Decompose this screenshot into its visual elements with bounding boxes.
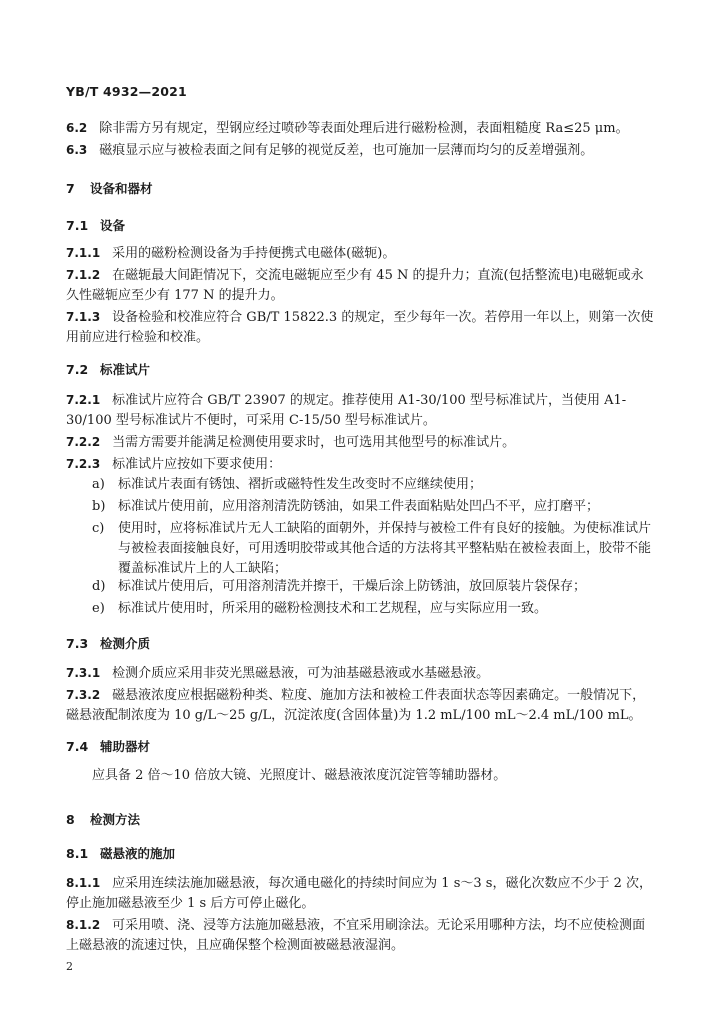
clause-7-1-1 bbox=[66, 243, 656, 264]
list-item-b bbox=[92, 497, 656, 517]
list-text: 标准试片使用前，应用溶剂清洗防锈油，如果工件表面粘贴处凹凸不平，应打磨平； bbox=[118, 499, 600, 514]
heading-number: 7.3 bbox=[66, 636, 89, 651]
paragraph-7-4: 应具备 2 倍～10 倍放大镜、光照度计、磁悬液浓度沉淀管等辅助器材。 bbox=[92, 768, 507, 783]
heading-title: 设备和器材 bbox=[90, 181, 153, 196]
clause-text: 标准试片应按如下要求使用： bbox=[112, 457, 282, 472]
heading-title: 磁悬液的施加 bbox=[100, 846, 176, 861]
list-marker: b) bbox=[92, 499, 106, 514]
clause-number: 7.2.2 bbox=[66, 435, 101, 449]
section-heading-8 bbox=[66, 810, 140, 830]
list-text: 使用时，应将标准试片无人工缺陷的面朝外，并保持与被检工件有良好的接触。为使标准试片与被检表面接触良好，可用透明胶带或其他合适的方法将其平整粘贴在被检表面上，胶带不能覆盖标准试片上的人工缺陷； bbox=[118, 521, 652, 576]
heading-title: 检测方法 bbox=[90, 812, 141, 827]
list-text: 标准试片使用后，可用溶剂清洗并擦干，干燥后涂上防锈油，放回原装片袋保存； bbox=[118, 579, 587, 594]
clause-7-1-2 bbox=[66, 265, 656, 306]
clause-number: 7.1.3 bbox=[66, 310, 101, 324]
heading-number: 8.1 bbox=[66, 846, 89, 861]
list-marker: c) bbox=[92, 521, 105, 536]
clause-7-3-2 bbox=[66, 685, 656, 726]
clause-7-3-1 bbox=[66, 663, 656, 684]
clause-6-2 bbox=[66, 118, 656, 139]
clause-7-2-1 bbox=[66, 390, 656, 431]
clause-number: 8.1.2 bbox=[66, 918, 101, 932]
clause-text: 当需方需要并能满足检测使用要求时，也可选用其他型号的标准试片。 bbox=[112, 435, 516, 450]
heading-number: 7.1 bbox=[66, 218, 89, 233]
clause-text: 磁痕显示应与被检表面之间有足够的视觉反差，也可施加一层薄而均匀的反差增强剂。 bbox=[99, 143, 594, 158]
section-heading-8-1 bbox=[66, 844, 175, 864]
heading-number: 8 bbox=[66, 812, 75, 827]
list-item-a bbox=[92, 475, 656, 495]
section-heading-7 bbox=[66, 179, 153, 199]
clause-text: 采用的磁粉检测设备为手持便携式电磁体(磁轭)。 bbox=[112, 246, 396, 261]
standard-code-header: YB/T 4932—2021 bbox=[66, 84, 187, 99]
section-heading-7-4 bbox=[66, 737, 150, 757]
heading-title: 标准试片 bbox=[100, 362, 151, 377]
clause-number: 6.2 bbox=[66, 121, 88, 135]
heading-title: 设备 bbox=[100, 218, 126, 233]
clause-text: 检测介质应采用非荧光黑磁悬液，可为油基磁悬液或水基磁悬液。 bbox=[112, 666, 490, 681]
clause-text: 标准试片应符合 GB/T 23907 的规定。推荐使用 A1-30/100 型号标准试片，当使用 A1-30/100 型号标准试片不便时，可采用 C-15/50 型号标准试片。 bbox=[66, 393, 627, 428]
clause-number: 7.2.3 bbox=[66, 457, 101, 471]
clause-text: 磁悬液浓度应根据磁粉种类、粒度、施加方法和被检工件表面状态等因素确定。一般情况下，磁悬液配制浓度为 10 g/L～25 g/L，沉淀浓度(含固体量)为 1.2 mL/100 mL～2.4 mL/100 mL。 bbox=[66, 688, 646, 723]
heading-number: 7.4 bbox=[66, 739, 89, 754]
clause-7-1-3 bbox=[66, 307, 656, 348]
clause-text: 在磁轭最大间距情况下，交流电磁轭应至少有 45 N 的提升力；直流(包括整流电)电磁轭或永久性磁轭应至少有 177 N 的提升力。 bbox=[66, 268, 644, 303]
page-number: 2 bbox=[66, 960, 73, 973]
clause-text: 应采用连续法施加磁悬液，每次通电磁化的持续时间应为 1 s～3 s，磁化次数应不少于 2 次，停止施加磁悬液至少 1 s 后方可停止磁化。 bbox=[66, 876, 652, 911]
clause-number: 6.3 bbox=[66, 143, 88, 157]
list-item-d bbox=[92, 577, 656, 597]
clause-7-2-3 bbox=[66, 454, 656, 475]
clause-8-1-2 bbox=[66, 915, 656, 956]
list-marker: e) bbox=[92, 601, 105, 616]
clause-number: 7.1.2 bbox=[66, 268, 101, 282]
heading-number: 7.2 bbox=[66, 362, 89, 377]
section-heading-7-2 bbox=[66, 360, 150, 380]
list-marker: d) bbox=[92, 579, 106, 594]
clause-7-2-2 bbox=[66, 432, 656, 453]
heading-number: 7 bbox=[66, 181, 75, 196]
clause-number: 7.3.2 bbox=[66, 688, 101, 702]
list-item-e bbox=[92, 599, 656, 619]
heading-title: 检测介质 bbox=[100, 636, 151, 651]
heading-title: 辅助器材 bbox=[100, 739, 151, 754]
section-heading-7-3 bbox=[66, 634, 150, 654]
list-text: 标准试片使用时，所采用的磁粉检测技术和工艺规程，应与实际应用一致。 bbox=[118, 601, 548, 616]
clause-number: 8.1.1 bbox=[66, 876, 101, 890]
clause-8-1-1 bbox=[66, 873, 656, 914]
list-text: 标准试片表面有锈蚀、褶折或磁特性发生改变时不应继续使用； bbox=[118, 477, 483, 492]
list-item-c bbox=[92, 519, 656, 579]
clause-number: 7.3.1 bbox=[66, 666, 101, 680]
clause-6-3 bbox=[66, 140, 656, 161]
clause-text: 可采用喷、浇、浸等方法施加磁悬液，不宜采用刷涂法。无论采用哪种方法，均不应使检测面上磁悬液的流速过快，且应确保整个检测面被磁悬液湿润。 bbox=[66, 918, 646, 953]
list-marker: a) bbox=[92, 477, 105, 492]
clause-text: 除非需方另有规定，型钢应经过喷砂等表面处理后进行磁粉检测，表面粗糙度 Ra≤25 μm。 bbox=[99, 121, 629, 136]
clause-text: 设备检验和校准应符合 GB/T 15822.3 的规定，至少每年一次。若停用一年以上，则第一次使用前应进行检验和校准。 bbox=[66, 310, 654, 345]
clause-number: 7.2.1 bbox=[66, 393, 101, 407]
clause-number: 7.1.1 bbox=[66, 246, 101, 260]
section-heading-7-1 bbox=[66, 216, 125, 236]
